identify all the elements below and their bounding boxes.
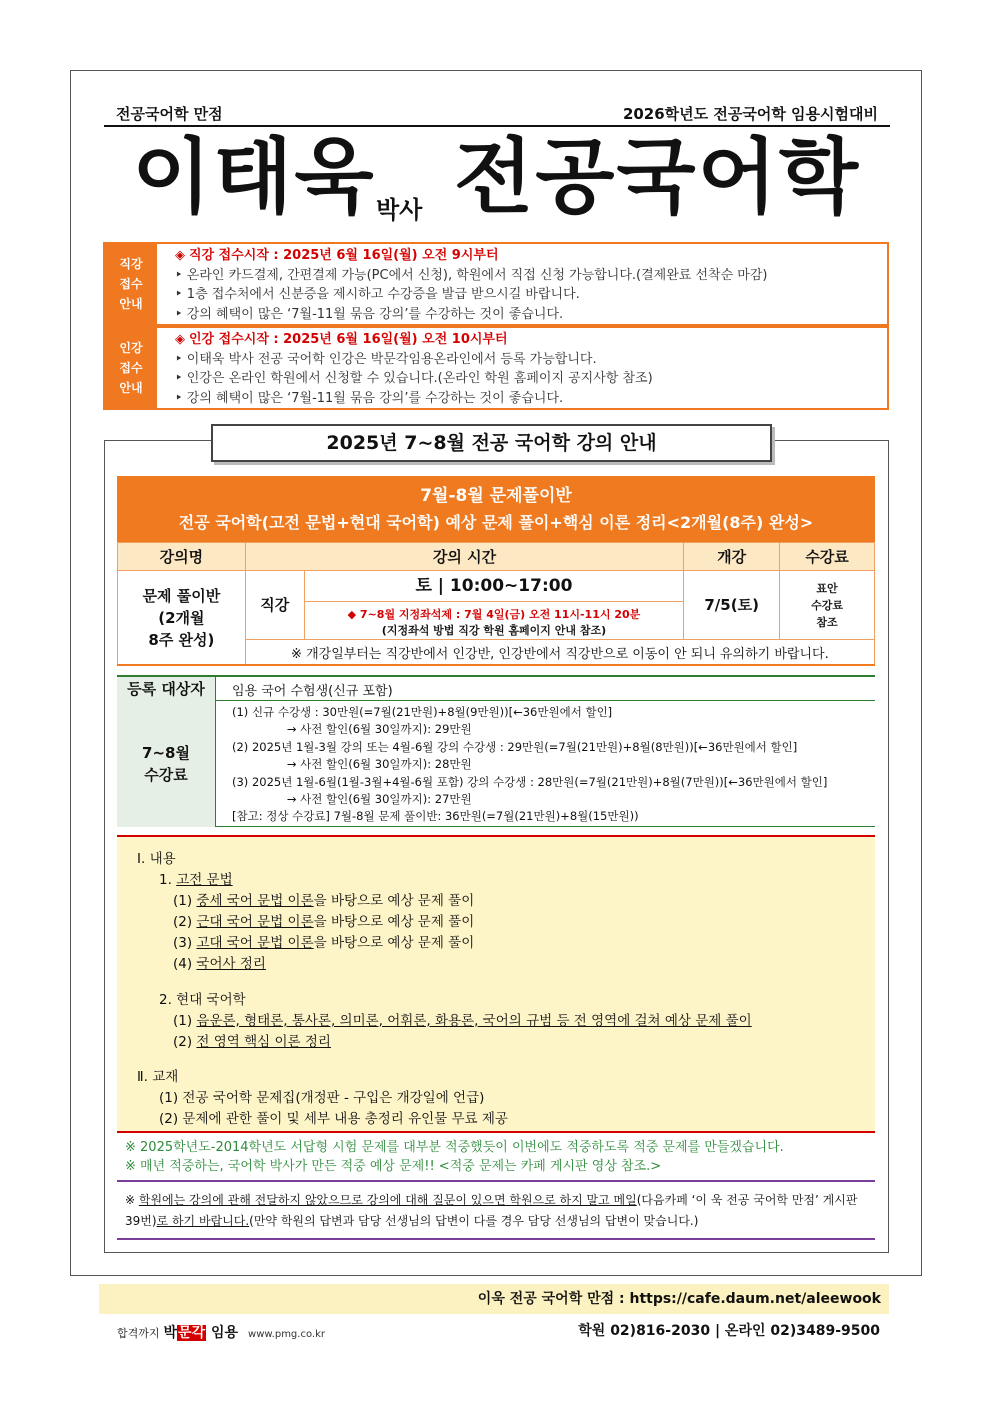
list-item: (2) 전 영역 핵심 이론 정리 [173, 1034, 331, 1050]
online-body [175, 330, 653, 408]
fee-line: (1) 신규 수강생 : 30만원(=7월(21만원)+8월(9만원))[←36만원에서 할인] [232, 705, 613, 719]
list-item: (1) 중세 국어 문법 이론을 바탕으로 예상 문제 풀이 [173, 893, 475, 909]
seat-note: ◆ 7~8월 지정좌석제 : 7월 4일(금) 오전 11시-11시 20분 [347, 608, 641, 622]
online-headline: ◈ 인강 접수시작 : 2025년 6월 16일(월) 오전 10시부터 [175, 332, 508, 347]
fee-line: (2) 2025년 1월-3월 강의 또는 4월-6월 강의 수강생 : 29만원(=7월(21만원)+8월(8만원))[←36만원에서 할인] [232, 739, 798, 754]
header-left: 전공국어학 만점 [116, 105, 223, 123]
list-item: (1) 음운론, 형태론, 통사론, 의미론, 어휘론, 화용론, 국어의 규범 등 전 영역에 걸쳐 예상 문제 풀이 [173, 1013, 752, 1029]
divider [117, 664, 875, 666]
title-suffix: 박사 [376, 196, 423, 224]
brand-url[interactable]: www.pmg.co.kr [248, 1329, 325, 1340]
fee-line: [참고: 정상 수강료] 7월-8월 문제 풀이반: 36만원(=7월(21만원)+8월(15만원)) [232, 809, 639, 824]
content-section [117, 835, 875, 1133]
section-heading: Ⅱ. 교재 [137, 1069, 179, 1085]
fee-lines [232, 704, 827, 826]
class-type: 직강 [245, 571, 304, 640]
list-item: ‣ 이태욱 박사 전공 국어학 인강은 박문각임용온라인에서 등록 가능합니다. [175, 351, 597, 367]
time-cell [304, 571, 684, 640]
start-date: 7/5(토) [684, 571, 780, 640]
diamond-icon: ◈ [175, 248, 185, 263]
offline-tag: 직강 접수 안내 [105, 244, 157, 324]
section-heading: Ⅰ. 내용 [137, 851, 176, 867]
list-item: (2) 문제에 관한 풀이 및 세부 내용 총정리 유인물 무료 제공 [159, 1111, 508, 1127]
course-name-cell: 문제 풀이반 (2개월 8주 완성) [118, 571, 246, 665]
divider [117, 1180, 875, 1182]
table-row [118, 571, 875, 640]
list-item: ‣ 강의 혜택이 많은 ‘7월-11월 묶음 강의’를 수강하는 것이 좋습니다. [175, 306, 564, 322]
transfer-notice: ※ 개강일부터는 직강반에서 인강반, 인강반에서 직강반으로 이동이 안 되니 유의하기 바랍니다. [245, 640, 874, 665]
list-item: ‣ 인강은 온라인 학원에서 신청할 수 있습니다.(온라인 학원 홈페이지 공지사항 참조) [175, 371, 653, 386]
col-header: 개강 [684, 543, 780, 571]
online-registration [103, 326, 889, 410]
title-name: 이태욱 [132, 130, 376, 225]
class-time: 토 | 10:00~17:00 [305, 572, 684, 602]
fee-line: → 사전 할인(6월 30일까지): 27만원 [232, 792, 472, 807]
fee-label: 7~8월 수강료 [117, 701, 216, 827]
course-header [117, 476, 875, 542]
note-line: ※ 2025학년도-2014학년도 서답형 시험 문제를 대부분 적중했듯이 이번에도 적중하도록 적중 문제를 만들겠습니다. [125, 1140, 784, 1155]
schedule-table [117, 542, 875, 665]
brand-name: 박문각 임용 [163, 1325, 239, 1341]
subsection-heading: 1. 고전 문법 [159, 872, 233, 888]
fee-block [117, 701, 875, 827]
table-header-row [118, 543, 875, 571]
offline-registration [103, 242, 889, 326]
col-header: 수강료 [780, 543, 875, 571]
contact-note: ※ 학원에는 강의에 관해 전달하지 않았으므로 강의에 대해 질문이 있으면 학원으로 하지 말고 메일(다음카페 ‘이 욱 전공 국어학 만점’ 게시판 39번)로 하기 바랍니다.(만약 학원의 답변과 담당 선생님의 답변이 다를 경우 담당 선생님의 답변이 맞습니다.) [125, 1193, 858, 1228]
fee-line: → 사전 할인(6월 30일까지): 28만원 [232, 757, 472, 772]
header-rule [104, 125, 890, 127]
course-subtitle: 전공 국어학(고전 문법+현대 국어학) 예상 문제 풀이+핵심 이론 정리<2개월(8주) 완성> [178, 513, 814, 532]
header-right: 2026학년도 전공국어학 임용시험대비 [622, 105, 878, 123]
target-label: 등록 대상자 [117, 677, 216, 701]
subsection-heading: 2. 현대 국어학 [159, 992, 246, 1008]
list-item: ‣ 강의 혜택이 많은 ‘7월-11월 묶음 강의’를 수강하는 것이 좋습니다. [175, 390, 564, 406]
fee-cell: 표안 수강료 참조 [780, 571, 875, 640]
diamond-icon: ◈ [175, 332, 185, 347]
fee-line: → 사전 할인(6월 30일까지): 29만원 [232, 722, 472, 737]
contact-numbers: 학원 02)816-2030 | 온라인 02)3489-9500 [578, 1323, 880, 1339]
list-item: ‣ 온라인 카드결제, 간편결제 가능(PC에서 신청), 학원에서 직접 신청 가능합니다.(결제완료 선착순 마감) [175, 267, 768, 283]
list-item: (2) 근대 국어 문법 이론을 바탕으로 예상 문제 풀이 [173, 914, 475, 930]
cafe-link[interactable]: 이욱 전공 국어학 만점 : https://cafe.daum.net/aleewook [99, 1284, 889, 1314]
list-item: (1) 전공 국어학 문제집(개정판 - 구입은 개강일에 언급) [159, 1090, 485, 1106]
list-item: (4) 국어사 정리 [173, 956, 266, 972]
offline-body [175, 246, 768, 324]
seat-note-detail: (지정좌석 방법 직강 학원 홈페이지 안내 참조) [381, 624, 607, 638]
target-row [117, 677, 875, 701]
online-tag: 인강 접수 안내 [105, 328, 157, 408]
note-line: ※ 매년 적중하는, 국어학 박사가 만든 적중 예상 문제!! <적중 문제는 카페 게시판 영상 참조.> [125, 1159, 662, 1174]
highlight-notes [117, 1138, 875, 1176]
course-title: 7월-8월 문제풀이반 [420, 486, 572, 506]
divider [117, 1238, 875, 1240]
title-subject: 전공국어학 [454, 130, 861, 225]
list-item: (3) 고대 국어 문법 이론을 바탕으로 예상 문제 풀이 [173, 935, 475, 951]
col-header: 강의명 [118, 543, 246, 571]
offline-headline: ◈ 직강 접수시작 : 2025년 6월 16일(월) 오전 9시부터 [175, 248, 499, 263]
brand-logo [117, 1322, 325, 1342]
section-banner: 2025년 7~8월 전공 국어학 강의 안내 [211, 424, 772, 462]
col-header: 강의 시간 [245, 543, 683, 571]
list-item: ‣ 1층 접수처에서 신분증을 제시하고 수강증을 발급 받으시길 바랍니다. [175, 287, 580, 302]
fee-line: (3) 2025년 1월-6월(1월-3월+4월-6월 포함) 강의 수강생 : 28만원(=7월(21만원)+8월(7만원))[←36만원에서 할인] [232, 774, 828, 789]
target-value: 임용 국어 수험생(신규 포함) [232, 684, 393, 699]
brand-slogan: 합격까지 [117, 1327, 160, 1340]
main-title [132, 128, 872, 228]
